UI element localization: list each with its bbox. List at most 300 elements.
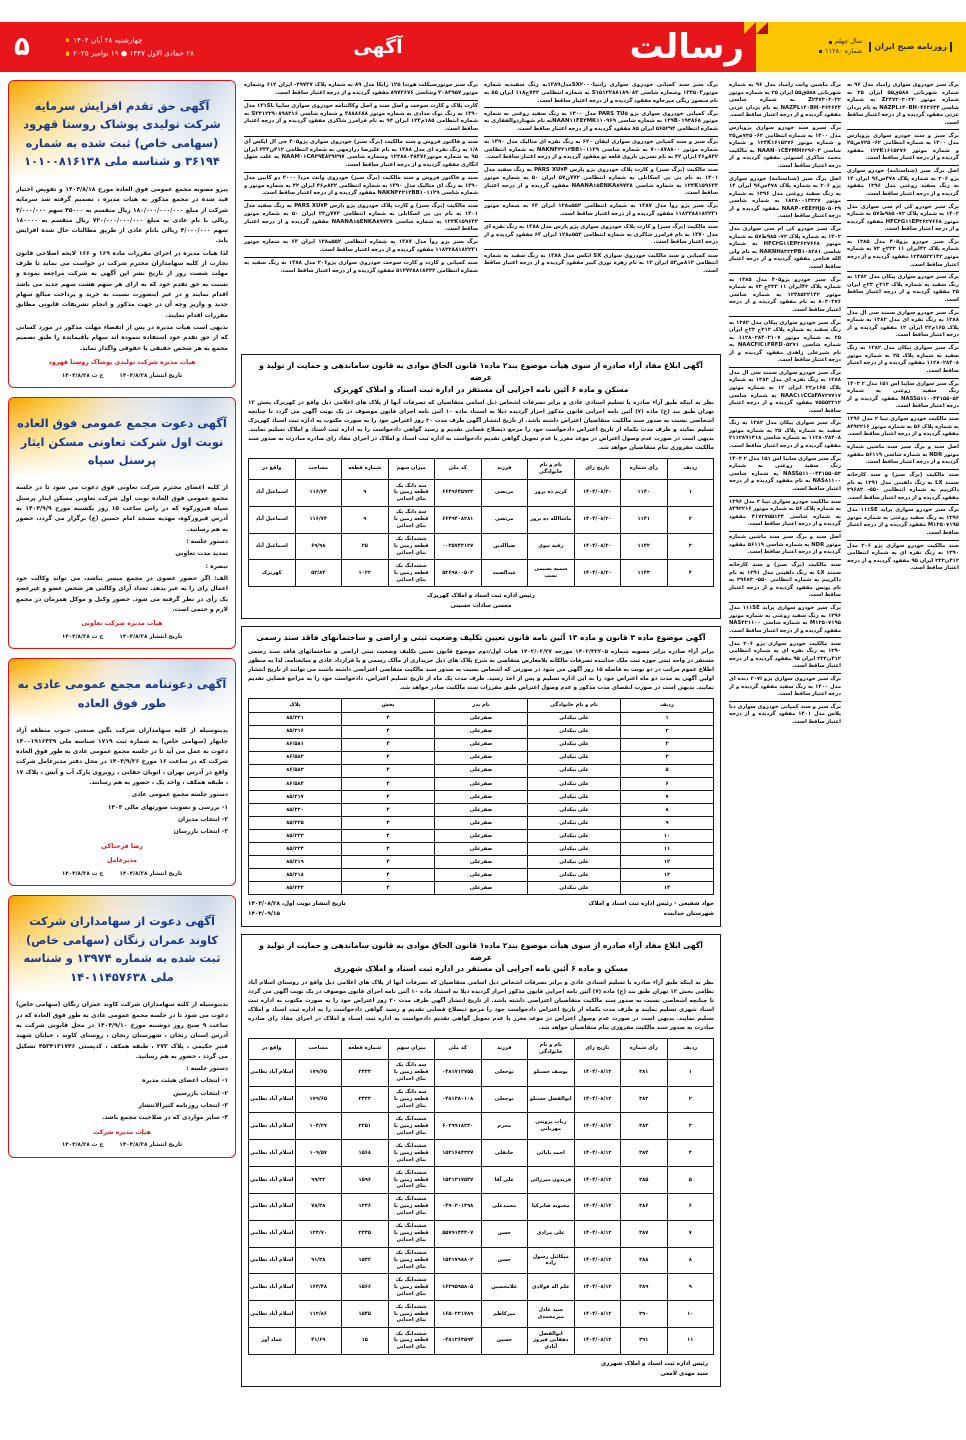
notice-body: برابر آراء صادره برابر مصوبه شماره ۱۴۰۲/۳۲۲۰۵ مورخه ۱۴۰۲/۰۲/۲۷ هیات اول/دوم موضوع قانون تعیین تکلیف وضعیت ثبتی اراضی و ساختمانهای فاقد سند رسمی مستقر در واحد ثبتی حوزه ثبت ملک خدابنده تصرفات مالکانه بلامعارض متقاضی به شرح پلاک های ذیل خریداری از مالک رسمی و یا قرارداد عادی و مبایعنامه. لذا به منظور اطلاع عموم مراتب در دو نوبت به فاصله ۱۵ روز آگهی می شود در صورتی که اشخاص نسبت به صدور سند مالکیت متقاضی اعتراضی داشته باشند می توانند از تاریخ انتشار اولین آگهی به مدت دو ماه اعتراض خود را به این اداره تسلیم و پس از اخذ رسید. ظرف مدت یک ماه از تاریخ تسلیم اعتراض، دادخواست خود را به مراجع قضایی تقدیم نمایند. بدیهی است در صورت انقضای مدت مذکور و عدم وصول اعتراض طبق مقررات سند مالکیت صادر خواهد شد. (248, 648, 714, 691)
table-cell: نوحعلی (481, 1086, 528, 1113)
display-ad[interactable] (8, 397, 236, 649)
notice-shahrerey (241, 934, 721, 1387)
ad-agenda-title: دستور جلسه : (186, 1065, 228, 1073)
classified-item: برگ سبز و سند کمپانی خودروی سواری لیفان ۶۲۰ به رنگ نقره ای متالیک مدل ۱۳۹۰ به شماره موتور ۷۰۰۸۷۸۸۰۰ به شماره شاسی NAKNF۴۲۱۲BB۱۰۱۱۲۹ به شماره انتظامی ۸۴۲و۴۶ ایران ۴۲ به نام نسرین ناروی قلعه نو مفقود گردیده و از درجه اعتبار ساقط است. (484, 137, 718, 165)
table-cell: محمدعلی (481, 1193, 528, 1220)
table-column-header: میزان سهم (388, 458, 435, 479)
registry-table-shahrerey (248, 1038, 714, 1355)
classified-strip-top (241, 80, 721, 348)
table-column-header: رأی شماره (621, 1038, 668, 1059)
table-row (249, 506, 714, 533)
classified-item: برگ سبز خودروی سواری پژو ۲۰۷i دنده ای مدل ۱۴۰۰ به رنگ سفید مفقود گردیده و از درجه اعتبار ساقط است. (729, 674, 841, 702)
table-cell: ۴ (342, 830, 435, 843)
ad-paragraph: لذا هیات مدیره در اجرای مقررات ماده ۱۶۹ و ۱۶۶ لایحه اصلاحی قانون تجارت از کلیه سهامداران محترم شرکت در خواست می نماید تا ظرف مهلت شصت روز از تاریخ نشر این آگهی به شرکت مراجعه نموده و نسبت به حق تقدم خود که به ازای هر سهم هشت سهم جدید می باشد اقدام نمایند و در غیر اینصورت نسبت به خرید و پرداخت مبالغ سهام جدید و واریز وجه آن در جهت مذکور و انجام تشریفات قانونی مطابق مقررات اقدام نمایند. (16, 249, 228, 319)
table-cell: ۲ (621, 725, 714, 738)
table-cell: ۷۸/۳۸ (295, 1193, 342, 1220)
table-cell: علی بیکدلی (528, 830, 621, 843)
table-cell: ۱۵۶۸ (342, 1140, 389, 1167)
table-row (249, 1274, 714, 1301)
ad-body (9, 478, 235, 648)
table-row (249, 1327, 714, 1354)
classified-subcolumn-a (241, 80, 481, 348)
table-cell: صفرعلی (435, 830, 528, 843)
table-cell: ۸۵/۲۱۷ (249, 790, 342, 803)
table-cell: یوسف حسنلو (528, 1059, 575, 1086)
table-cell: ششدانگ یک قطعه رمین با بنای احداثی (388, 533, 435, 560)
classified-item: برگ سبز خودرو سواری پراید ۱۱۱SE مدل ۱۳۹۶ به رنگ سفید روغنی به شماره موتور M۱۳۵۰۷۱۹۵ مفقود گردیده و از درجه اعتبار ساقط است. (847, 505, 959, 540)
table-cell: ۱۵۳۱۳۱۷۵۳۷ (435, 1167, 482, 1194)
table-cell: حسن (481, 1247, 528, 1274)
ad-dates (16, 870, 228, 880)
table-cell: ششدانگ یک قطعه زمین با بنای احداثی (388, 1301, 435, 1328)
table-cell: صفرعلی (435, 738, 528, 751)
ad-publish-date: تاریخ انتشار ۱۴۰۴/۸/۲۸ (119, 870, 183, 877)
table-cell: ۳ (667, 533, 714, 560)
table-cell: ۱۴۰۴/۰۸/۲۰ (574, 533, 621, 560)
registry-table-kahrizak (248, 458, 714, 587)
table-cell: ۴ (342, 738, 435, 751)
classified-item: برگ سبز خودرو سواری پیکان مدل ۱۳۸۲ به رنگ سفید به شماره پلاک ۳۱۳ج ۲۳ج ایران ۲۵ به شماره موتور ۱۱۲۸۰۲۸۴۰۳۱۰۷ به شماره شاسی NAACFIC۱FRFD۰۵۲۷۱ به نام شیرعلی زاهدی مفقود گردیده و از درجه اعتبار ساقط است. (729, 317, 841, 367)
table-cell: ۸۵/۲۲۱ (249, 712, 342, 725)
table-cell: ۵۳/۸۴ (295, 560, 342, 587)
table-row (249, 777, 714, 790)
notice-title: آگهی موضوع ماده ۳ قانون و ماده ۱۳ آئین نامه قانون تعیین تکلیف وضعیت ثبتی و اراضی و ساختمانهای فاقد سند رسمی (256, 633, 706, 643)
table-cell: غلامحسین (481, 1274, 528, 1301)
ad-dates (16, 372, 228, 382)
table-row (249, 1301, 714, 1328)
ad-signer: هیات مدیره شرکت (93, 1128, 151, 1136)
table-cell: ۲۵ (342, 533, 389, 560)
table-cell: اسماعیل آباد (249, 479, 296, 506)
table-row (249, 1167, 714, 1194)
table-cell: خانقلی (481, 1140, 528, 1167)
table-cell: اسلام آباد نظامی (249, 1167, 296, 1194)
table-cell: ۶۶۴۹۴۰۸۲۸۱ (435, 506, 482, 533)
ad-dates (16, 633, 228, 643)
table-cell: ۱۶۵۰۲۲۱۷۸۹ (435, 1301, 482, 1328)
table-cell: ۴ (667, 560, 714, 587)
notice-title (248, 360, 714, 395)
table-cell: ۹ (342, 479, 389, 506)
table-cell: ۸۵/۲۲۲ (249, 882, 342, 895)
ad-publish-date: تاریخ انتشار ۱۴۰۴/۸/۲۸ (119, 1142, 183, 1149)
table-cell: کریم ده برور (528, 479, 575, 506)
classified-item: سند مالکیت خودرو سواری پژو ۲۰۶ مدل ۱۳۹۰ به رنگ نقره ای به شماره انتظامی ۴۱۲ن۲۳۳ ایران ۹۵ مفقود گردیده و از درجه اعتبار ساقط است. (729, 638, 841, 673)
table-cell: صفرعلی (435, 751, 528, 764)
classified-item: برگ سبز سند کمپانی خودروی سواری زانتیاSX۲۰۰۰مدل۱۳۸۹به رنگ سفیدبه شماره موتور۱۳۴۵۰۳ وشماره شاسی S۱۵۱۲۲۸۸۱۸۹۰۸۳ به شماره انتظامی ۷۴۲ج۱۱۸ ایران ۸۵ به نام منصور ریگی میرجاوه مفقود گردیده و از درجه اعتبار ساقط است. (484, 80, 718, 108)
paper-logo: رسالت (629, 27, 744, 67)
table-cell: اسلام آباد نظامی (249, 1301, 296, 1328)
table-row (249, 751, 714, 764)
registry-table-khodabandeh (248, 698, 714, 896)
classified-item: سند کمپانی و کارت و کارت سوخت خودروی سواری پژو۲۰۶ مدل ۱۳۸۸ به رنگ سفید به شماره انتظامی ۵۱۲۷۲۸۸۱۸۴۴۲ مفقود گردیده و از درجه اعتبار ساقط است. (244, 260, 478, 274)
table-cell: رباب پروینی مهربانی (528, 1113, 575, 1140)
table-cell: ۲ (667, 506, 714, 533)
table-cell: ۳۸۶ (621, 1193, 668, 1220)
table-cell: ۵ (621, 764, 714, 777)
table-cell: علی بیکدلی (528, 856, 621, 869)
table-cell: میرکاظم (481, 1301, 528, 1328)
ad-paragraph: بدینوسیله از کلیه سهامداران شرکت نگین صنعتی جنوب منطقه آزاد چابهار (سهامی خاص) به شماره ثبت ۱۷۱۹ شناسه ملی ۱۴۰۰۱۹۱۶۴۳۹ دعوت به عمل می آید تا در جلسه مجمع عمومی عادی به طور فوق العاده شرکت که در ساعت ۱۶ مورخ ۱۴۰۴/۹/۲۶ در محل دفتر مدیرعامل شرکت واقع در آدرس تهران ، اتوبان حقانی ، روبروی پارک آب و آتش ، پلاک ۱۷ ، طبقه همکف ، واحد یک ، حضور به هم رسانند. (16, 727, 229, 786)
ad-agenda-item: ۱- بررسی و تصویب صورتهای مالی ۱۴۰۳ (107, 803, 228, 811)
masthead-identity (819, 37, 952, 57)
display-ad[interactable] (8, 658, 236, 886)
table-cell: ۱۱۴۰ (621, 479, 668, 506)
ad-internal-date: خ ت ۱۴۰۴/۸/۲۸ (61, 1142, 104, 1149)
table-cell: ۳۸۱ (621, 1059, 668, 1086)
table-cell: ششدانگ یک قطعه زمین با بنای احداثی (388, 1113, 435, 1140)
table-column-header: پلاک (249, 698, 342, 712)
classified-item: برگ سبز پژو روآ مدل ۱۳۸۷ به شماره انتظامی ۵۵۲ه۱۲۸ ایران ۶۳ به شماره موتور ۱۱۸۲۲۸۸۱۸۲۲۳۱ مفقود گردیده و از درجه اعتبار ساقط است. (244, 237, 478, 258)
year-label: سال چهلم (834, 37, 863, 46)
table-cell: ۳۸۵ (621, 1167, 668, 1194)
classified-item: برگ سبزو سند خودرو سواری پژوپارس مدل ۱۴۰۰ به شماره انتظامی ۶۲- ۷۲۵ص۲۵ و شماره موتور ۱۲۴K۱۶۱۵۲۷۶ و شماره شاسی NAAN۰۱CE۴MH۶۲۹۶۰۴ به مالکیت محمد شاکری اسبوئی مفقود گردیده و از درجه اعتبار ساقط است. (729, 123, 841, 173)
ad-agenda-title: دستور جلسه مجمع عمومی عادی (131, 791, 228, 799)
table-cell: ۵۵۷۹۱۴۴۴۰۷ (435, 1220, 482, 1247)
table-cell: علی بیکدلی (528, 764, 621, 777)
table-cell: علی بیکدلی (528, 790, 621, 803)
table-cell: میکائیل رسول زاده (528, 1247, 575, 1274)
table-header-row (249, 1038, 714, 1059)
table-cell: ۴۱/۶۹ (295, 1327, 342, 1354)
footer-signature (589, 900, 714, 919)
table-cell: ۲۲۵۱ (342, 1113, 389, 1140)
classified-item: سند مالکیت (برگ سبز) و سند کارخانه سمند LX به رنگ دلفینی مدل ۱۳۹۱ به نام داکرپیم به شماره انتظامی ۵۵۰- ۲۹۶۸۳ به نام یونس مفقود گردیده و از درجه اعتبار ساقط است. (729, 560, 841, 603)
table-column-header: شماره قطعه (342, 1038, 389, 1059)
table-cell: حسین (481, 1327, 528, 1354)
classified-subcolumn-c (726, 80, 844, 1432)
table-cell: ۹۹/۳۲ (295, 1167, 342, 1194)
table-row (249, 725, 714, 738)
table-cell: ۱۴۰۴/۰۸/۱۲ (574, 1274, 621, 1301)
classified-item: سند و فاکتور فروش و سند مالکیت (برگ سبز) خودروی سواری پژو۴۰۵ جی ال ایکس آی ۱/۸ به رنگ نقره ای مدل ۱۳۸۸ به نام علیرضا درازمهی به شماره انتظامی ۴۱۲ن۲۳۳ ایران ۹۵ به شماره موتور۱۲۴۸۸۰۴۸۳۷۶ وشماره شاسی NAAM۰۱CA۳۹E۸۲۹۲۹۷ به علت سهل انگاری مفقود گردیده و از درجه اعتبار ساقط است. (244, 137, 478, 173)
table-cell: مرتضی (481, 479, 528, 506)
table-cell: علی بیکدلی (528, 817, 621, 830)
classified-item: سند مالکیت خودرو سواری پژو ۲۰۶ مدل ۱۳۹۰ به رنگ نقره ای به شماره انتظامی ۴۱۲ن۲۳۳ ایران ۹۵ مفقود گردیده و از درجه اعتبار ساقط است. (847, 542, 960, 572)
table-header-row (249, 698, 714, 712)
table-cell: ۴ (342, 751, 435, 764)
classified-item: برگ سبز خودروی سواری زامیاد مدل ۹۶ به شماره شهربانی ۵۸۸ق۵۵ ایران ۲۵ به شماره موتور Z۲۴۷۳۰۳۰۳۲ به شماره شاسی NAZPL۱۴۰BH۰۴۶۳۶۴۴ به نام یزدان عزتی مفقود گردیده و از درجه اعتبار ساقط است. (847, 80, 959, 130)
display-ad[interactable] (8, 80, 236, 388)
table-cell: علی مرادی (528, 1220, 575, 1247)
ad-header (9, 659, 235, 721)
signature-name: محسن سادات حسینی (450, 603, 512, 610)
ad-internal-date: خ ت ۱۴۰۴/۸/۲۸ (61, 870, 104, 877)
table-cell: ۱۴۰۴/۰۸/۱۲ (574, 1059, 621, 1086)
table-cell: ۰۴۸۱۲۶۳۵۹۴ (435, 1327, 482, 1354)
table-cell: ۷ (621, 790, 714, 803)
table-cell: ۱۷۹/۶۵ (295, 1086, 342, 1113)
table-cell: سه دانگ یک قطعه رمین با بنای احداثی (388, 479, 435, 506)
table-cell: علی بیکدلی (528, 712, 621, 725)
table-cell: ۱۱۶/۷۴ (295, 506, 342, 533)
table-cell: ۴ (342, 856, 435, 869)
table-cell: محبوبه صابرکیا (528, 1193, 575, 1220)
ad-title: آگهی دعوت مجمع عمومی فوق العاده نوبت اول شرکت تعاونی مسکن ایثار پرسنل سپاه (17, 416, 227, 468)
ad-body (9, 721, 235, 885)
page-number: ۵ (14, 32, 30, 62)
notice-footer (248, 900, 714, 919)
table-cell: ۴ (342, 790, 435, 803)
classified-item: برگ سبز موتورسیکلت هوندا ۱۲۵ رایکا مدل ۸۹ به شماره پلاک ۴۹۷۲۷- ایران ۶۱۲ وشماره موتور ۳۰۸۴۹۵۷ وشاسی ۸۹۷۲۶۷۶ مفقود گردیده و از درجه اعتبار ساقط است. (244, 80, 478, 101)
ad-agenda-item: ۴- سایر مواردی که در صلاحیت مجمع باشد. (102, 1114, 228, 1122)
table-column-header: بخش (342, 698, 435, 712)
table-cell: ششدانگ یک قطعه رمین با بنای احداثی (388, 560, 435, 587)
table-cell: سید عادل میرمحمدی (528, 1301, 575, 1328)
table-cell: ۶۶۴۹۶۴۵۹۲۳ (435, 479, 482, 506)
table-cell: ۸۶/۵۸۲ (249, 751, 342, 764)
classified-item: اصل برگ سبز (شناسنامه) خودرو سواری پژو ۲۰۶ به شماره پلاک ۴۷۸س۹۶ ایران ۱۴ به رنگ سفید روغنی مدل ۱۳۹۶ به شماره موتور ۱۸۲۸۰۰۱۳۳۲۷ به شماره شاسی NAAP۰۳EE۴HJ۵۰۵۰۳۹ مفقود گردیده و از درجه اعتبار ساقط است. (729, 173, 841, 223)
table-cell: ۲ (667, 1086, 714, 1113)
page-columns (4, 80, 962, 1432)
table-cell: ۸۵/۲۱۹ (249, 856, 342, 869)
table-column-header: نام و نام خانوادگی (528, 698, 621, 712)
table-cell: ۸۶/۵۸۴ (249, 777, 342, 790)
table-cell: ۰۰۳۵۷۴۲۱۲۷ (435, 533, 482, 560)
table-cell: ۰۴۹۰۳۰۱۳۹۸ (435, 1193, 482, 1220)
masthead-dates (66, 34, 194, 61)
table-cell: ۳ (667, 1113, 714, 1140)
classified-item: برگ سبز خودرو سواری پراید ۱۱۱SE مدل ۱۳۹۶ به رنگ سفید روغنی به شماره موتور M۱۳۵۰۷۱۹۵ به شماره شاسی NAS۴۳۱۱۰۰ مفقود گردیده و از درجه اعتبار ساقط است. (729, 603, 841, 638)
table-cell: ۱۰۹/۵۷ (295, 1140, 342, 1167)
table-row (249, 1113, 714, 1140)
classified-item: برگ سبز خودرو پژو۴۰۵ مدل ۱۳۸۵ به شماره پلاک ۴۲ایران ۱۱ ۲۳۳ج ۷۳ به شماره موتور ۱۲۴۸۵۲۲۱۴۲ مفقود گردیده و از درجه اعتبار ساقط است. (847, 237, 959, 272)
section-title: آگهی (353, 36, 403, 58)
table-cell: نوحعلی (481, 1059, 528, 1086)
ad-header (9, 896, 235, 995)
footer-publish-date-1: تاریخ انتشار نوبت اول، ۱۴۰۴/۰۸/۲۸ (248, 901, 346, 908)
table-cell: ۱۵۹۶ (342, 1167, 389, 1194)
table-cell: احمد بابائی (528, 1140, 575, 1167)
table-cell: ۱۱ (667, 1327, 714, 1354)
classified-item: برگ سبز سواری پیکان مدل ۱۳۸۲ به رنگ سفید به شماره پلاک ۲۵ به شماره موتور ۱۱۲۸۰۲۸۴۰۸ مفقود گردیده و از درجه اعتبار ساقط است. (847, 343, 959, 378)
table-cell: اسلام آباد نظامی (249, 1274, 296, 1301)
table-cell: ۱۰ (621, 830, 714, 843)
table-row (249, 712, 714, 725)
table-cell: اسلام آباد نظامی (249, 1220, 296, 1247)
table-row (249, 817, 714, 830)
ad-title: آگهی حق تقدم افزایش سرمایه شرکت تولیدی پوشاک روستا قهرود (سهامی خاص) ثبت شده به شماره ۳۶۱۹۴ و شناسه ملی ۱۰۱۰۰۸۱۶۱۳۸ (23, 99, 221, 169)
table-cell: ۱۰۴/۲۷ (295, 1113, 342, 1140)
table-cell: ۱۴۰۴/۰۸/۱۲ (574, 1167, 621, 1194)
table-cell: ۸۵/۲۲۴ (249, 843, 342, 856)
display-ad[interactable] (8, 895, 236, 1158)
table-cell: ششدانگ یک قطعه زمین با بنای احداثی (388, 1327, 435, 1354)
table-cell: اسلام آباد نظامی (249, 1113, 296, 1140)
notice-title-line2: مسکن و ماده ۶ آئین نامه اجرایی آن مستقر در اداره ثبت اسناد و املاک شهرری (333, 964, 628, 974)
table-cell: مرتضی (481, 506, 528, 533)
table-column-header: تاریخ رای (574, 458, 621, 479)
table-cell: ۹ (667, 1274, 714, 1301)
table-cell: ۱۱۴۲ (621, 533, 668, 560)
table-column-header: واقع در (249, 1038, 296, 1059)
table-cell: ۱۴۰۴/۰۸/۱۲ (574, 1247, 621, 1274)
signature-name: سید مهدی لامعی (660, 1370, 708, 1377)
classified-item: سند مالکیت خودرو سواری تیبا ۲ مدل ۱۳۹۶ به شماره پلاک ۵۶ به شماره موتور ۸۴۹۲۲۱۶ مفقود گردیده و از درجه اعتبار ساقط است. (847, 414, 959, 442)
table-cell: ۸۵/۲۱۸ (249, 869, 342, 882)
table-column-header: رأی شماره (621, 458, 668, 479)
table-column-header: فرزند (481, 1038, 528, 1059)
table-cell: ۱۲ (621, 856, 714, 869)
column-notices-middle (236, 80, 726, 1432)
masthead-issue-info (819, 37, 862, 57)
footer-signer-city: شهرستان خدابنده (663, 911, 714, 918)
classified-subcolumn-b (481, 80, 721, 348)
table-cell: علی بیکدلی (528, 725, 621, 738)
table-column-header: نام و نام خانوادگی (528, 1038, 575, 1059)
table-row (249, 1193, 714, 1220)
table-cell: ۱۵ (342, 1327, 389, 1354)
classified-item: اصل برگ سبز (شناسنامه) خودرو سواری پژو ۲۰۶ به شماره پلاک ۴۷۸س۹۶ ایران ۱۴ به رنگ سفید روغنی مدل ۱۳۹۶ مفقود گردیده و از درجه اعتبار ساقط است. (847, 166, 959, 201)
notice-body: نظر به اینکه طبق آراء صادره با تسلیم اسنادی عادی و برابر تصرفات اشخاص ذیل اسامی متقاضیان که تصرفات آنها از پلاک های اعلامی ذیل واقع در روستای اسلام آباد نظامی بخش ۱۲ تهران طبق بند (ج) ماده (۷) آئین نامه اجرایی قانون مذکور احراز گردیده ذیلا به استناد ماده ۱۰ آئین نامه اجرای قانون موصوف در یک نوبت آگهی می گردد تا چنانچه اشخاصی نسبت به صدور سند مالکیت متقاضیان اعتراضی داشته باشد. از تاریخ انتشار آگهی ظرف مدت ۲۰ روز اعتراض خود را به صورت مکتوب به اداره ثبت اسناد شهری تسلیم نمایند و ظرف مدت یکماه از تاریخ اعتراض دادخواست خود را مرجع ذیصلاح قضایی تقدیم و رسید گواهی دادخواست را به اداره ثبت اسناد و املاک تسلیم نمایند. بدیهی است در صورت عدم وصول اعتراض در موعد مغرر یا عدم تحویل گواهی تقدیم دادخواست به اداره ثبت اسناد و املاک در اجرای مفاد رای صادره مبادرت به صدور سند مالکیت مفروزی بنام متقاضیان خواهد شد. (248, 980, 714, 1031)
table-cell: ۶۰۲۹۹۱۸۲۳۰ (435, 1113, 482, 1140)
table-cell: ۱ (667, 479, 714, 506)
table-cell: ۴ (342, 882, 435, 895)
table-header-row (249, 458, 714, 479)
table-cell: صفرعلی (435, 817, 528, 830)
table-cell: ۱۱۲/۸۶ (295, 1301, 342, 1328)
table-cell: محرم (481, 1113, 528, 1140)
table-cell: ۴ (342, 843, 435, 856)
table-cell: ۴ (342, 817, 435, 830)
table-column-header: فرزند (481, 458, 528, 479)
table-cell: ۱ (667, 1059, 714, 1086)
bullet-icon (66, 39, 69, 42)
table-row (249, 479, 714, 506)
classified-item: برگ ماشین وانت زامیاد مدل ۹۶ به شماره شهربانی ۵۸۸ق۵۵ ایران ۲۵ به شماره موتور Z۲۴۷۳۰۳۰۳۲ به شماره شاسی NAZPL۱۴۰BH۰۴۶۳۶۴۴ به نام یزدان عزتی مفقود گردیده و از درجه اعتبار ساقط است. (729, 80, 841, 123)
table-row (249, 764, 714, 777)
classified-item: اصل سند و برگ سبز سند ماشین شماره موتور NDR به شماره شاسی ۵۶۱۱۹ مفقود گردیده و از درجه اعتبار ساقط است. (847, 442, 959, 470)
classified-item: سند مالکیت خودرو سواری تیبا ۲ مدل ۱۳۹۶ به شماره پلاک ۵۶ به شماره موتور ۸۴۹۲۲۱۶ به شماره شاسی ۴۱۷۲۷۵۵۱۳۴ مفقود گردیده و از درجه اعتبار ساقط است. (729, 497, 841, 532)
table-row (249, 869, 714, 882)
table-cell: اسلام آباد نظامی (249, 1140, 296, 1167)
table-cell: اسماعیل آباد (249, 533, 296, 560)
table-row (249, 1059, 714, 1086)
ad-signer-title: مدیرعامل (106, 857, 137, 865)
table-cell: ششدانگ یک قطعه زمین با بنای احداثی (388, 1193, 435, 1220)
table-column-header: شماره قطعه (342, 458, 389, 479)
table-cell: ۶ (667, 1193, 714, 1220)
bullet-icon (66, 52, 69, 55)
table-cell: ۷ (667, 1220, 714, 1247)
classified-item: برگ سبز خودرو کی ام سی سواری مدل ۱۴۰۲ به شماره پلاک ۷۲- ۹۸۵ط۵۷ به شماره موتور HFC۴G۱۱EP۳۶۲۷۶۶۸ مفقود گردیده و از درجه اعتبار ساقط است. (847, 201, 959, 236)
classified-item: سند مالکیت (برگ سبز) و کارت پلاک خودروی سواری پژو پارس مدل ۱۳۸۸ به رنگ نقره ای مدل ۱۳۷۰ به نام فرامرز شاکری به شماره انتظامی ۵۵۲ه۱۲۸ ایران ۶۳ مفقود گردیده و از درجه اعتبار ساقط است. (484, 222, 718, 250)
table-cell: ۸۶/۵۸۳ (249, 764, 342, 777)
ad-agenda-item: ۲- انتخاب مدیران (177, 815, 228, 823)
table-cell: ۱۴۰۴/۰۸/۱۲ (574, 1301, 621, 1328)
bullet-icon (829, 41, 832, 44)
classified-item: برگ کمپانی خودروی سواری پژو PARS TU۵ مدل ۱۴۰۰ به رنگ سفید روغنی به شماره موتور ۱۳۹B۰۱۹۴۸۶۸ به شماره شاسی NAAN۱۱FE۴MK۱۱۰۹۶۹به نام شهنازذوالفقاری به شماره انتظامی ۵۶۵۲۹۴ ایران ۸۵ مفقود گردیده و از درجه اعتبار ساقط است. (484, 108, 718, 136)
classified-item: برگ سبز و سند کمپانی خودروی سواری دنا پلاس مدل ۱۴۰۱ مفقود گردیده و از درجه اعتبار ساقط است. (729, 703, 842, 725)
table-row (249, 738, 714, 751)
table-cell: ۱۴۰۴/۰۸/۱۲ (574, 1327, 621, 1354)
classified-item: سند و فاکتور فروش و سند مالکیت (برگ سبز) خودروی وانت مزدا ۲۰۰۰ دو کابین مدل ۱۳۹۰ به رنگ ای متالیک مدل ۱۳۹۰ به شماره انتظامی ۸۴۲م۴۶ ایران ۴۲ به شماره موتور و شماره شاسی NAKNF۴۲۱۲BB۱۰۱۱۲۹ مفقود گردیده و از درجه اعتبار ساقط است. (244, 173, 478, 201)
table-cell: فریدون میرزائی (528, 1167, 575, 1194)
table-cell: ۱۷۹/۶۵ (295, 1059, 342, 1086)
notice-title-line1: آگهی ابلاغ مفاد آراء صادره از سوی هیأت موضوع بند۲ ماده۱ قانون الحاق موادی به قانون ساماندهی و حمایت از تولید و عرضه (259, 940, 703, 962)
classified-item: سند کمپانی و سند مالکیت خودروی سواری SX ایکس مدل ۱۳۸۸ به رنگ سفید به شماره انتظامی ۸۱۲ص۵۳ ایران ۱۲ به نام زهره نوری کبیر مفقود گردیده و از درجه اعتبار ساقط است. (484, 252, 718, 274)
table-row (249, 843, 714, 856)
ad-body (9, 180, 235, 387)
ad-agenda-item: ۲- انتخاب بازرسین (173, 1089, 228, 1097)
table-cell: رقیه نبوی (528, 533, 575, 560)
table-cell: ۸۵/۲۱۶ (249, 725, 342, 738)
table-cell: سه دانگ یک قطعه رمین با بنای احداثی (388, 506, 435, 533)
table-column-header: ردیف (621, 698, 714, 712)
table-cell: ۳۸۲ (621, 1086, 668, 1113)
table-cell: ۵۲۶۹۸۰۰۵۰۳ (435, 560, 482, 587)
table-cell: ۳۸۷ (621, 1220, 668, 1247)
table-cell: اسلام آباد نظامی (249, 1193, 296, 1220)
notice-signature (248, 592, 714, 612)
classified-item: برگ سبز پژو روآ مدل ۱۳۸۷ به شماره انتظامی ۵۵۲ه۱۲۸ ایران ۶۳ به شماره موتور ۱۱۸۲۲۸۸۱۸۲۲۳۱ مفقود گردیده و از درجه اعتبار ساقط است. (484, 201, 718, 222)
ad-header (9, 81, 235, 180)
classified-item: برگ سبز سواری ساینا اس ۱۵۱ مدل ۲ ۱۴۰۳ رنگ سفید روغنی به شماره NASS۵۱۱۰۰۴۴۱۵۵۰۵۳ مفقود گردیده و از درجه اعتبار ساقط است. (847, 379, 959, 414)
column-display-ads-left (8, 80, 236, 1432)
table-cell: سه دانگ یک قطعه زمین با بنای احداثی (388, 1086, 435, 1113)
table-cell: علی بیکدلی (528, 882, 621, 895)
table-row (249, 804, 714, 817)
classified-item: برگ سبز سواری پیکان مدل ۱۳۸۲ به رنگ سفید به شماره پلاک ۲۵ به شماره موتور ۱۱۲۸۰۲۸۴۰۸ به شماره شاسی ۳۱۱۲۸۹۱۴۱۸ مفقود گردیده و از درجه اعتبار ساقط است. (729, 418, 841, 453)
table-cell: ۹ (621, 817, 714, 830)
table-column-header: نام پدر (435, 698, 528, 712)
ad-internal-date: خ ت ۱۴۰۴/۸/۲۸ (61, 633, 104, 640)
notice-signature (248, 1360, 714, 1380)
table-cell: ۴ (621, 751, 714, 764)
table-row (249, 1220, 714, 1247)
notice-khodabandeh (241, 626, 721, 927)
table-cell: ششدانگ یک قطعه زمین با بنای احداثی (388, 1247, 435, 1274)
table-cell: ۱۵۳۱۷۹۸۸۰۲ (435, 1247, 482, 1274)
table-row (249, 533, 714, 560)
table-cell: ۱۵۳۲ (342, 1247, 389, 1274)
table-cell: ۳۹۱ (621, 1327, 668, 1354)
footer-publish-date-2: ۱۴۰۴/۰۹/۱۵ (248, 911, 280, 918)
table-cell: ۸۶/۵۸۱ (249, 738, 342, 751)
table-cell: عبدالصمد (481, 560, 528, 587)
table-cell: ۳۹۰ (621, 1301, 668, 1328)
table-cell: ۱۳ (621, 869, 714, 882)
notice-kahrizak (241, 354, 721, 619)
table-column-header: کد ملی (435, 1038, 482, 1059)
ad-agenda-item: ۳- انتخاب روزنامه کثیرالانتشار (138, 1102, 228, 1110)
masthead-identity-band (756, 22, 966, 72)
table-cell: صفرعلی (435, 843, 528, 856)
table-cell: ۵ (667, 1167, 714, 1194)
classified-item: برگ سبز خودرو سواری پیکان مدل ۱۳۸۲ به رنگ سفید به شماره پلاک ۳۱۳ج ۲۳ج ایران ۲۵ مفقود گردیده و از درجه اعتبار ساقط است. (847, 272, 959, 307)
classified-item: برگ سبز و سند خودرو سواری پژوپارس مدل ۱۴۰۰ به شماره انتظامی ۶۲- ۷۲۵ص۲۵ و شماره موتور ۱۲۴K۱۶۱۵۲۷۶ مفقود گردیده و از درجه اعتبار ساقط است. (847, 130, 959, 165)
ad-body (9, 995, 235, 1157)
classified-item: کارت پلاک و کارت سوخت و اصل سند و اصل وکالتنامه خودروی سواری سایپا ۱۳۱SL مدل ۱۳۹۰ به رنگ نوک مدادی به شماره موتور ۳۸۸۸۶۸۸ و شماره شاسی S۳۴۱۲۲۹۰۸۹۸۲۱۶ به شماره انتظامی ۱۸۵م۱۲۳ ایران ۹۴ به نام فرامرز شاکری مفقود گردیده و از درجه اعتبار ساقط است. (244, 101, 478, 137)
table-cell: ۳۸۹ (621, 1274, 668, 1301)
table-cell: علی بیکدلی (528, 869, 621, 882)
table-cell: ۸۵/۲۲۳ (249, 830, 342, 843)
table-cell: اسلام آباد نظامی (249, 1247, 296, 1274)
table-row (249, 560, 714, 587)
classified-subcolumn-d (844, 80, 962, 1432)
paper-identity-logo: روزنامه صبح ایران (869, 42, 952, 51)
table-cell: ۴ (342, 804, 435, 817)
table-cell: ۴ (667, 1140, 714, 1167)
table-cell: ۱۰۲۲ (342, 560, 389, 587)
table-cell: ۱ (621, 712, 714, 725)
table-column-header: واقع در (249, 458, 296, 479)
ad-internal-date: خ ت ۱۴۰۴/۸/۲۸ (61, 372, 104, 379)
classified-item: برگ سبز سواری ساینا اس ۱۵۱ مدل ۲ ۱۴۰۳ رنگ سفید روغنی به شماره NASS۵۱۱۰۰۴۴۱۵۵۰۵۳ به شماره شاسی NAS۸۱۱۰۰ به نام مفقود گردیده و از درجه اعتبار ساقط است. (729, 454, 841, 497)
classified-item: اصل سند و برگ سبز سند ماشین شماره موتور NDR به شماره شاسی ۵۶۱۱۹ مفقود گردیده و از درجه اعتبار ساقط است. (729, 532, 841, 560)
date-lunar-gregorian: ۲۸ جمادی الاول ۱۴۴۷ ● ۱۹ نوامبر ۲۰۲۵ (73, 49, 194, 58)
masthead (0, 22, 966, 72)
